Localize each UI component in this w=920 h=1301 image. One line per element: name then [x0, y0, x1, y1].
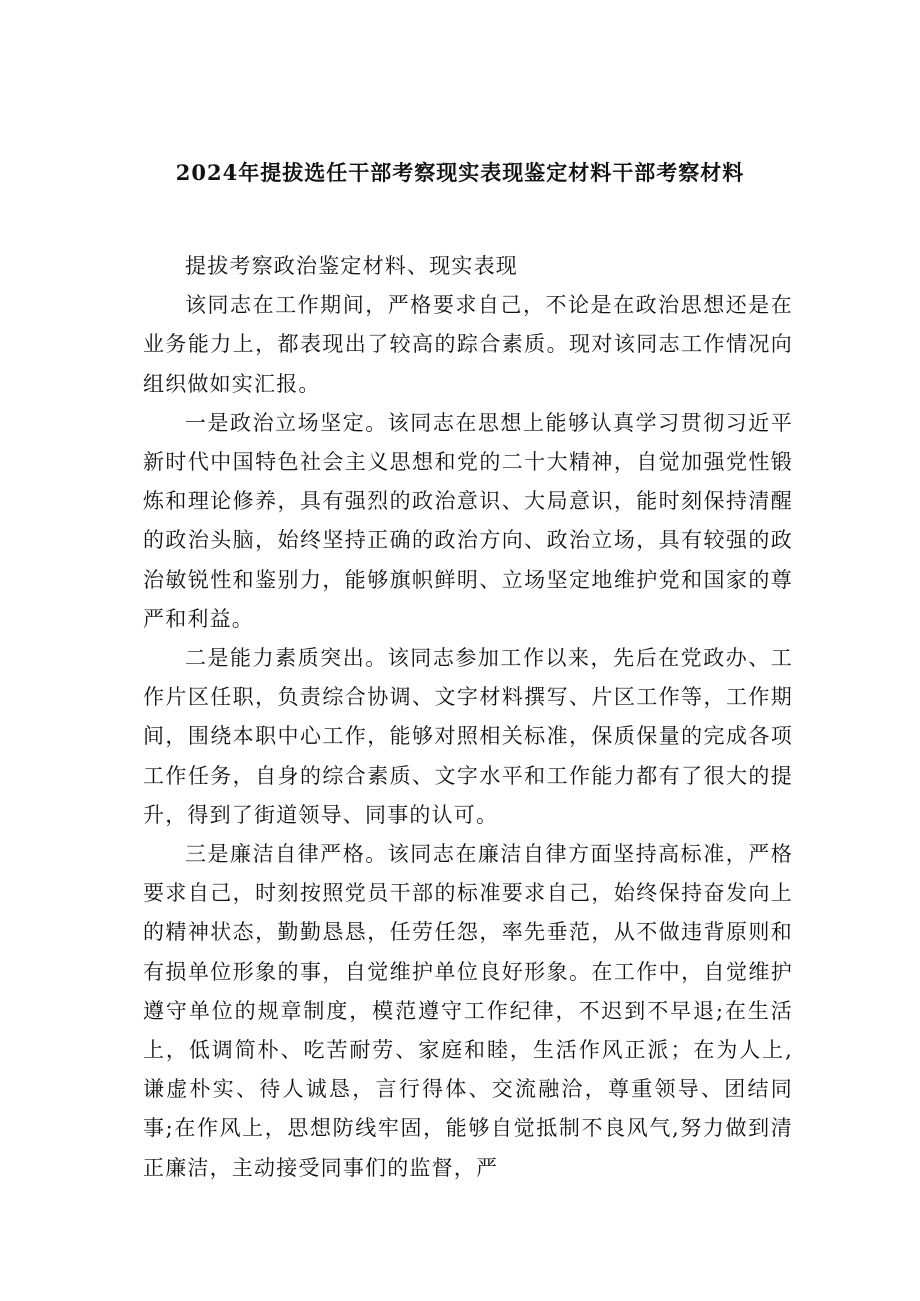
document-body: [143, 247, 793, 1188]
paragraph-ability: 二是能力素质突出。该同志参加工作以来，先后在党政办、工作片区任职，负责综合协调、文字材料撰写、片区工作等，工作期间，围绕本职中心工作，能够对照相关标准，保质保量的完成各项工作任务，自身的综合素质、文字水平和工作能力都有了很大的提升，得到了街道领导、同事的认可。: [143, 646, 793, 827]
document-title: 2024年提拔选任干部考察现实表现鉴定材料干部考察材料: [175, 160, 745, 185]
paragraph-subtitle: 提拔考察政治鉴定材料、现实表现: [185, 254, 518, 278]
paragraph-intro: 该同志在工作期间，严格要求自己，不论是在政治思想还是在业务能力上，都表现出了较高的踪合素质。现对该同志工作情况向组织做如实汇报。: [143, 293, 793, 396]
paragraph-integrity: 三是廉洁自律严格。该同志在廉洁自律方面坚持高标准，严格要求自己，时刻按照党员干部的标准要求自己，始终保持奋发向上的精神状态，勤勤恳恳，任劳任怨，率先垂范，从不做违背原则和有损单位形象的事，自觉维护单位良好形象。在工作中，自觉维护遵守单位的规章制度，模范遵守工作纪律，不迟到不早退;在生活上，低调简朴、吃苦耐劳、家庭和睦，生活作风正派；在为人上,谦虚朴实、待人诚恳，言行得体、交流融洽，尊重领导、团结同事;在作风上，思想防线牢固，能够自觉抵制不良风气,努力做到清正廉洁，主动接受同事们的监督，严: [143, 842, 793, 1180]
paragraph-political-stance: 一是政治立场坚定。该同志在思想上能够认真学习贯彻习近平新时代中国特色社会主义思想和党的二十大精神，自觉加强党性锻炼和理论修养，具有强烈的政治意识、大局意识，能时刻保持清醒的政治头脑，始终坚持正确的政治方向、政治立场，具有较强的政治敏锐性和鉴别力，能够旗帜鲜明、立场坚定地维护党和国家的尊严和利益。: [143, 410, 793, 631]
